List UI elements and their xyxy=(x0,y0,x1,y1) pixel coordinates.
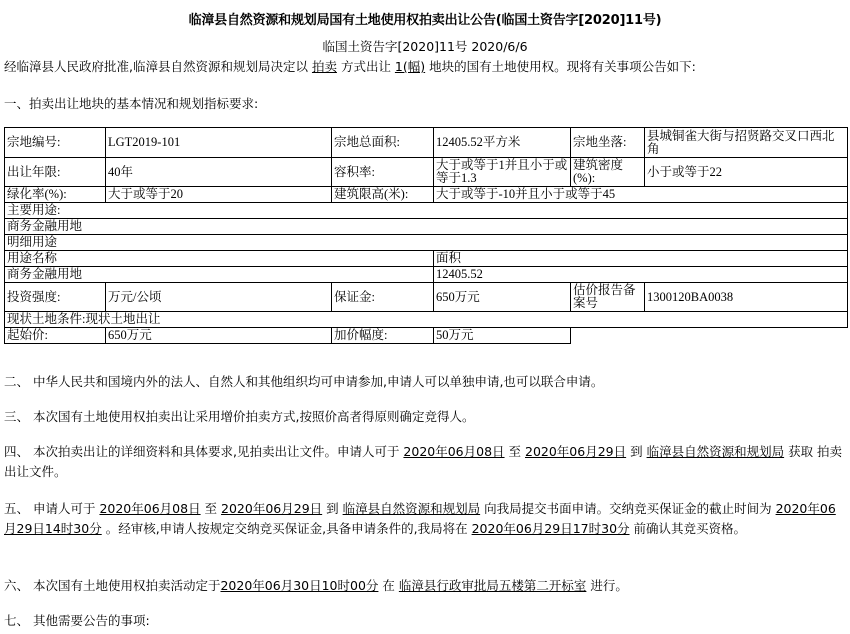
term-label: 出让年限: xyxy=(5,158,106,187)
table-row xyxy=(5,158,848,187)
section-1-heading: 一、拍卖出让地块的基本情况和规划指标要求: xyxy=(4,96,259,111)
main-use-label: 主要用途: xyxy=(5,203,848,219)
s4-text-b: 至 xyxy=(504,444,525,459)
starting-price-label: 起始价: xyxy=(5,328,106,344)
bid-increment-value: 50万元 xyxy=(434,328,571,344)
table-row xyxy=(5,312,848,328)
plot-ratio-label: 容积率: xyxy=(332,158,434,187)
s5-end-date: 2020年06月29日 xyxy=(221,501,323,516)
table-row xyxy=(5,283,848,312)
s5-text-f: 前确认其竞买资格。 xyxy=(629,521,747,536)
detailed-use-label: 明细用途 xyxy=(5,235,848,251)
parcel-info-table xyxy=(4,127,848,344)
s5-text-b: 至 xyxy=(200,501,222,516)
appraisal-record-value: 1300120BA0038 xyxy=(645,283,848,312)
section-6 xyxy=(4,576,844,596)
table-row xyxy=(5,328,848,344)
parcel-id-value: LGT2019-101 xyxy=(106,128,332,158)
deposit-value: 650万元 xyxy=(434,283,571,312)
appraisal-record-label: 估价报告备案号 xyxy=(571,283,645,312)
page-title: 临漳县自然资源和规划局国有土地使用权拍卖出让公告(临国土资告字[2020]11号) xyxy=(188,13,662,28)
section-4 xyxy=(4,442,844,482)
building-density-label: 建筑密度(%): xyxy=(571,158,645,187)
s4-end-date: 2020年06月29日 xyxy=(525,444,627,459)
table-row xyxy=(5,251,848,267)
s5-confirm-deadline: 2020年06月29日17时30分 xyxy=(471,521,630,536)
total-area-value: 12405.52平方米 xyxy=(434,128,571,158)
s4-start-date: 2020年06月08日 xyxy=(403,444,505,459)
s4-text-c: 到 xyxy=(626,444,647,459)
s5-text-e: 。经审核,申请人按规定交纳竞买保证金,具备申请条件的,我局将在 xyxy=(101,521,472,536)
building-density-value: 小于或等于22 xyxy=(645,158,848,187)
s6-auction-time: 2020年06月30日10时00分 xyxy=(220,578,379,593)
parcel-id-label: 宗地编号: xyxy=(5,128,106,158)
section-3: 三、 本次国有土地使用权拍卖出让采用增价拍卖方式,按照价高者得原则确定竞得人。 xyxy=(4,409,475,424)
section-2: 二、 中华人民共和国境内外的法人、自然人和其他组织均可申请参加,申请人可以单独申请,也可以联合申请。 xyxy=(4,374,604,389)
land-condition: 现状土地条件:现状土地出让 xyxy=(5,312,848,328)
total-area-label: 宗地总面积: xyxy=(332,128,434,158)
intro-prefix: 经临漳县人民政府批准,临漳县自然资源和规划局决定以 xyxy=(4,59,312,74)
table-row xyxy=(5,128,848,158)
table-row xyxy=(5,267,848,283)
s5-text-d: 向我局提交书面申请。交纳竞买保证金的截止时间为 xyxy=(480,501,776,516)
s5-text-c: 到 xyxy=(322,501,343,516)
main-use-value: 商务金融用地 xyxy=(5,219,848,235)
s6-text-a: 六、 本次国有土地使用权拍卖活动定于 xyxy=(4,578,221,593)
green-ratio-value: 大于或等于20 xyxy=(106,187,332,203)
parcel-count: 1(幅) xyxy=(394,59,426,74)
term-value: 40年 xyxy=(106,158,332,187)
plot-ratio-value: 大于或等于1并且小于或等于1.3 xyxy=(434,158,571,187)
document-number: 临国土资告字[2020]11号 2020/6/6 xyxy=(322,39,528,54)
section-5 xyxy=(4,499,844,539)
table-row xyxy=(5,219,848,235)
investment-intensity-label: 投资强度: xyxy=(5,283,106,312)
empty-cell xyxy=(571,328,848,344)
s4-place: 临漳县自然资源和规划局 xyxy=(646,444,785,459)
s4-text-a: 四、 本次拍卖出让的详细资料和具体要求,见拍卖出让文件。申请人可于 xyxy=(4,444,404,459)
s5-text-a: 五、 申请人可于 xyxy=(4,501,100,516)
deposit-label: 保证金: xyxy=(332,283,434,312)
s4-text-d: 获取 拍卖 出让文件。 xyxy=(4,444,843,479)
section-7: 七、 其他需要公告的事项: xyxy=(4,613,150,628)
table-row xyxy=(5,203,848,219)
table-row xyxy=(5,235,848,251)
s6-text-b: 在 xyxy=(378,578,399,593)
transfer-method: 拍卖 xyxy=(311,59,337,74)
area-value: 12405.52 xyxy=(434,267,848,283)
s6-text-c: 进行。 xyxy=(586,578,628,593)
green-ratio-label: 绿化率(%): xyxy=(5,187,106,203)
use-name-value: 商务金融用地 xyxy=(5,267,434,283)
area-header: 面积 xyxy=(434,251,848,267)
s5-deposit-deadline: 2020年06月29日14时30分 xyxy=(4,501,836,536)
intro-mid: 方式出让 xyxy=(336,59,395,74)
location-value: 县城铜雀大街与招贤路交叉口西北角 xyxy=(645,128,848,158)
height-limit-value: 大于或等于-10并且小于或等于45 xyxy=(434,187,848,203)
starting-price-value: 650万元 xyxy=(106,328,332,344)
intro-suffix: 地块的国有土地使用权。现将有关事项公告如下: xyxy=(425,59,696,74)
height-limit-label: 建筑限高(米): xyxy=(332,187,434,203)
intro-paragraph xyxy=(4,57,696,75)
s5-start-date: 2020年06月08日 xyxy=(99,501,201,516)
use-name-header: 用途名称 xyxy=(5,251,434,267)
location-label: 宗地坐落: xyxy=(571,128,645,158)
investment-intensity-value: 万元/公顷 xyxy=(106,283,332,312)
s5-place: 临漳县自然资源和规划局 xyxy=(342,501,481,516)
s6-place: 临漳县行政审批局五楼第二开标室 xyxy=(398,578,587,593)
table-row xyxy=(5,187,848,203)
bid-increment-label: 加价幅度: xyxy=(332,328,434,344)
